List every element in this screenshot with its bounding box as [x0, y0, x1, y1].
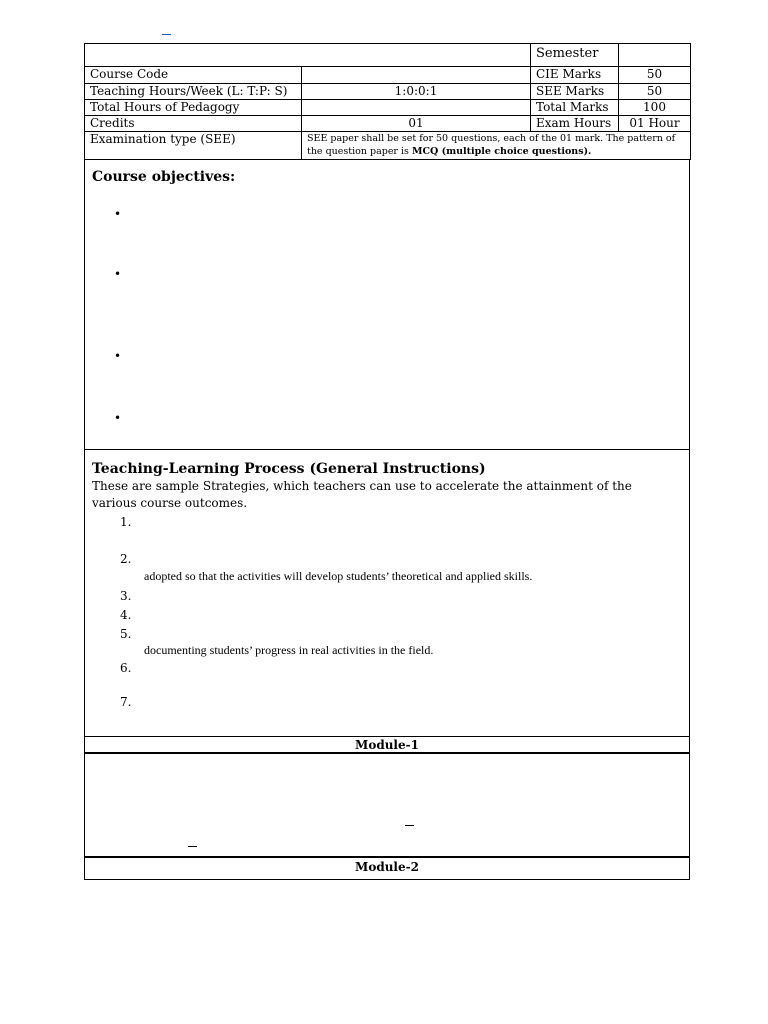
strategy-5-continuation: documenting students’ progress in real activities in the field. — [144, 643, 434, 657]
row-exam-type — [85, 132, 691, 160]
pedagogy-label: Total Hours of Pedagogy — [85, 100, 302, 116]
course-objectives-heading: Course objectives: — [92, 169, 236, 185]
pedagogy-value — [302, 100, 531, 116]
row-pedagogy — [85, 100, 691, 116]
strategy-number: 7. — [120, 695, 132, 709]
objective-bullet: • — [114, 349, 122, 363]
credits-label: Credits — [85, 116, 302, 132]
header-link-underline[interactable] — [162, 34, 171, 35]
teaching-hours-value: 1:0:0:1 — [302, 84, 531, 100]
teaching-hours-label: Teaching Hours/Week (L: T:P: S) — [85, 84, 302, 100]
exam-type-mcq: MCQ (multiple choice questions). — [411, 146, 592, 157]
content-dash-mark — [405, 825, 414, 826]
strategy-number: 3. — [120, 589, 132, 603]
blank-title-cell — [85, 44, 531, 67]
content-dash-mark — [188, 846, 197, 847]
credits-value: 01 — [302, 116, 531, 132]
semester-value — [619, 44, 691, 67]
exam-type-description — [302, 132, 691, 160]
course-code-value — [302, 67, 531, 84]
row-credits — [85, 116, 691, 132]
teaching-learning-heading: Teaching-Learning Process (General Instructions) — [92, 461, 486, 477]
row-course-code — [85, 67, 691, 84]
module-1-content — [84, 752, 690, 858]
semester-label: Semester — [531, 44, 619, 67]
see-marks-value: 50 — [619, 84, 691, 100]
strategy-number: 5. — [120, 627, 132, 641]
strategy-number: 1. — [120, 515, 132, 529]
objective-bullet: • — [114, 267, 122, 281]
teaching-learning-section — [84, 449, 690, 737]
course-code-label: Course Code — [85, 67, 302, 84]
exam-hours-value: 01 Hour — [619, 116, 691, 132]
module-2-header: Module-2 — [84, 856, 690, 880]
see-marks-label: SEE Marks — [531, 84, 619, 100]
cie-marks-label: CIE Marks — [531, 67, 619, 84]
exam-type-text: SEE paper shall be set for 50 questions, each of the 01 mark. The pattern of the question paper is — [307, 133, 676, 157]
exam-type-label: Examination type (SEE) — [85, 132, 302, 160]
module-1-header: Module-1 — [84, 736, 690, 754]
row-teaching-hours — [85, 84, 691, 100]
exam-hours-label: Exam Hours — [531, 116, 619, 132]
objective-bullet: • — [114, 411, 122, 425]
objective-bullet: • — [114, 207, 122, 221]
strategy-number: 6. — [120, 661, 132, 675]
strategy-number: 4. — [120, 608, 132, 622]
total-marks-value: 100 — [619, 100, 691, 116]
strategy-2-continuation: adopted so that the activities will develop students’ theoretical and applied skills. — [144, 569, 533, 583]
teaching-learning-intro: These are sample Strategies, which teachers can use to accelerate the attainment of the various course outcomes. — [92, 479, 632, 510]
total-marks-label: Total Marks — [531, 100, 619, 116]
row-semester — [85, 44, 691, 67]
strategy-number: 2. — [120, 552, 132, 566]
course-objectives-section — [84, 159, 690, 450]
course-info-table — [84, 43, 691, 160]
cie-marks-value: 50 — [619, 67, 691, 84]
